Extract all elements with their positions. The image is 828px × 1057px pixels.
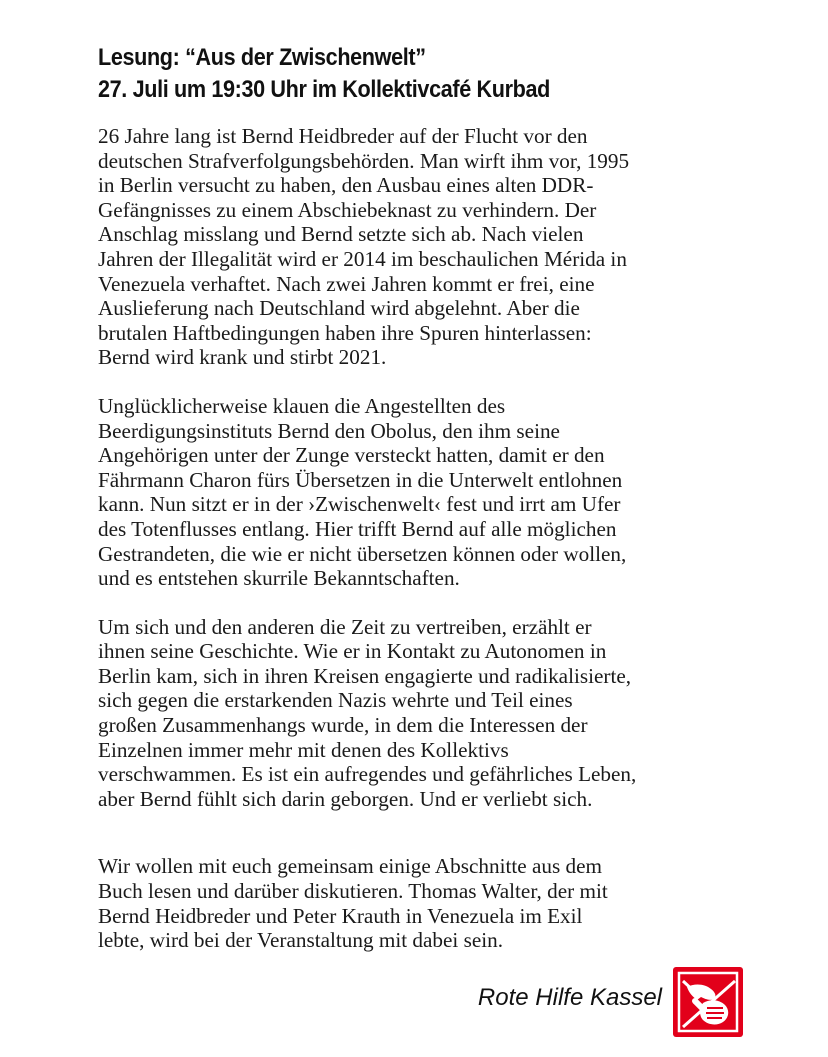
text-line: Gefängnisses zu einem Abschiebeknast zu verhindern. Der xyxy=(98,197,597,222)
text-line: Unglücklicherweise klauen die Angestellten des xyxy=(98,393,506,418)
text-line: Anschlag misslang und Bernd setzte sich ab. Nach vielen xyxy=(98,222,584,247)
event-heading xyxy=(98,42,550,106)
text-line: Fährmann Charon fürs Übersetzen in die Unterwelt entlohnen xyxy=(98,467,623,492)
text-line: Gestrandeten, die wie er nicht übersetzen können oder wollen, xyxy=(98,541,627,566)
text-line: Berlin kam, sich in ihren Kreisen engagierte und radikalisierte, xyxy=(98,663,632,688)
text-line: Um sich und den anderen die Zeit zu vertreiben, erzählt er xyxy=(98,614,592,639)
text-line: 26 Jahre lang ist Bernd Heidbreder auf der Flucht vor den xyxy=(98,124,588,148)
rote-hilfe-fist-icon xyxy=(673,967,743,1037)
text-line: brutalen Haftbedingungen haben ihre Spuren hinterlassen: xyxy=(98,320,592,345)
event-title: Lesung: “Aus der Zwischenwelt” xyxy=(98,44,426,71)
text-line: und es entstehen skurrile Bekanntschaften. xyxy=(98,566,460,591)
text-line: Beerdigungsinstituts Bernd den Obolus, den ihm seine xyxy=(98,418,560,443)
text-line: Einzelnen immer mehr mit denen des Kollektivs xyxy=(98,737,509,762)
text-line: Buch lesen und darüber diskutieren. Thomas Walter, der mit xyxy=(98,879,608,904)
paragraph-invitation xyxy=(98,854,738,952)
text-line: verschwammen. Es ist ein aufregendes und gefährliches Leben, xyxy=(98,762,637,787)
text-line: in Berlin versucht zu haben, den Ausbau eines alten DDR- xyxy=(98,173,594,198)
paragraph-intro xyxy=(98,124,738,370)
paragraph-geschichte xyxy=(98,615,738,812)
text-line: Venezuela verhaftet. Nach zwei Jahren kommt er frei, eine xyxy=(98,271,595,296)
text-line: aber Bernd fühlt sich darin geborgen. Und er verliebt sich. xyxy=(98,786,593,811)
event-description xyxy=(98,124,738,953)
paragraph-zwischenwelt xyxy=(98,394,738,591)
text-line: Auslieferung nach Deutschland wird abgelehnt. Aber die xyxy=(98,296,580,321)
text-line: Bernd wird krank und stirbt 2021. xyxy=(98,345,387,370)
text-line: lebte, wird bei der Veranstaltung mit dabei sein. xyxy=(98,928,504,953)
text-line: deutschen Strafverfolgungsbehörden. Man wirft ihm vor, 1995 xyxy=(98,148,630,173)
text-line: sich gegen die erstarkenden Nazis wehrte und Teil eines xyxy=(98,688,573,713)
organization-name: Rote Hilfe Kassel xyxy=(477,984,662,1011)
text-line: großen Zusammenhangs wurde, in dem die Interessen der xyxy=(98,713,588,738)
text-line: Angehörigen unter der Zunge versteckt hatten, damit er den xyxy=(98,443,605,468)
text-line: Wir wollen mit euch gemeinsam einige Abschnitte aus dem xyxy=(98,854,602,879)
text-line: des Totenflusses entlang. Hier trifft Bernd auf alle möglichen xyxy=(98,516,617,541)
text-line: ihnen seine Geschichte. Wie er in Kontakt zu Autonomen in xyxy=(98,639,607,664)
text-line: Bernd Heidbreder und Peter Krauth in Venezuela im Exil xyxy=(98,903,583,928)
text-line: Jahren der Illegalität wird er 2014 im beschaulichen Mérida in xyxy=(98,246,627,271)
event-date-location: 27. Juli um 19:30 Uhr im Kollektivcafé Kurbad xyxy=(98,76,550,103)
text-line: kann. Nun sitzt er in der ›Zwischenwelt‹ fest und irrt am Ufer xyxy=(98,492,621,517)
